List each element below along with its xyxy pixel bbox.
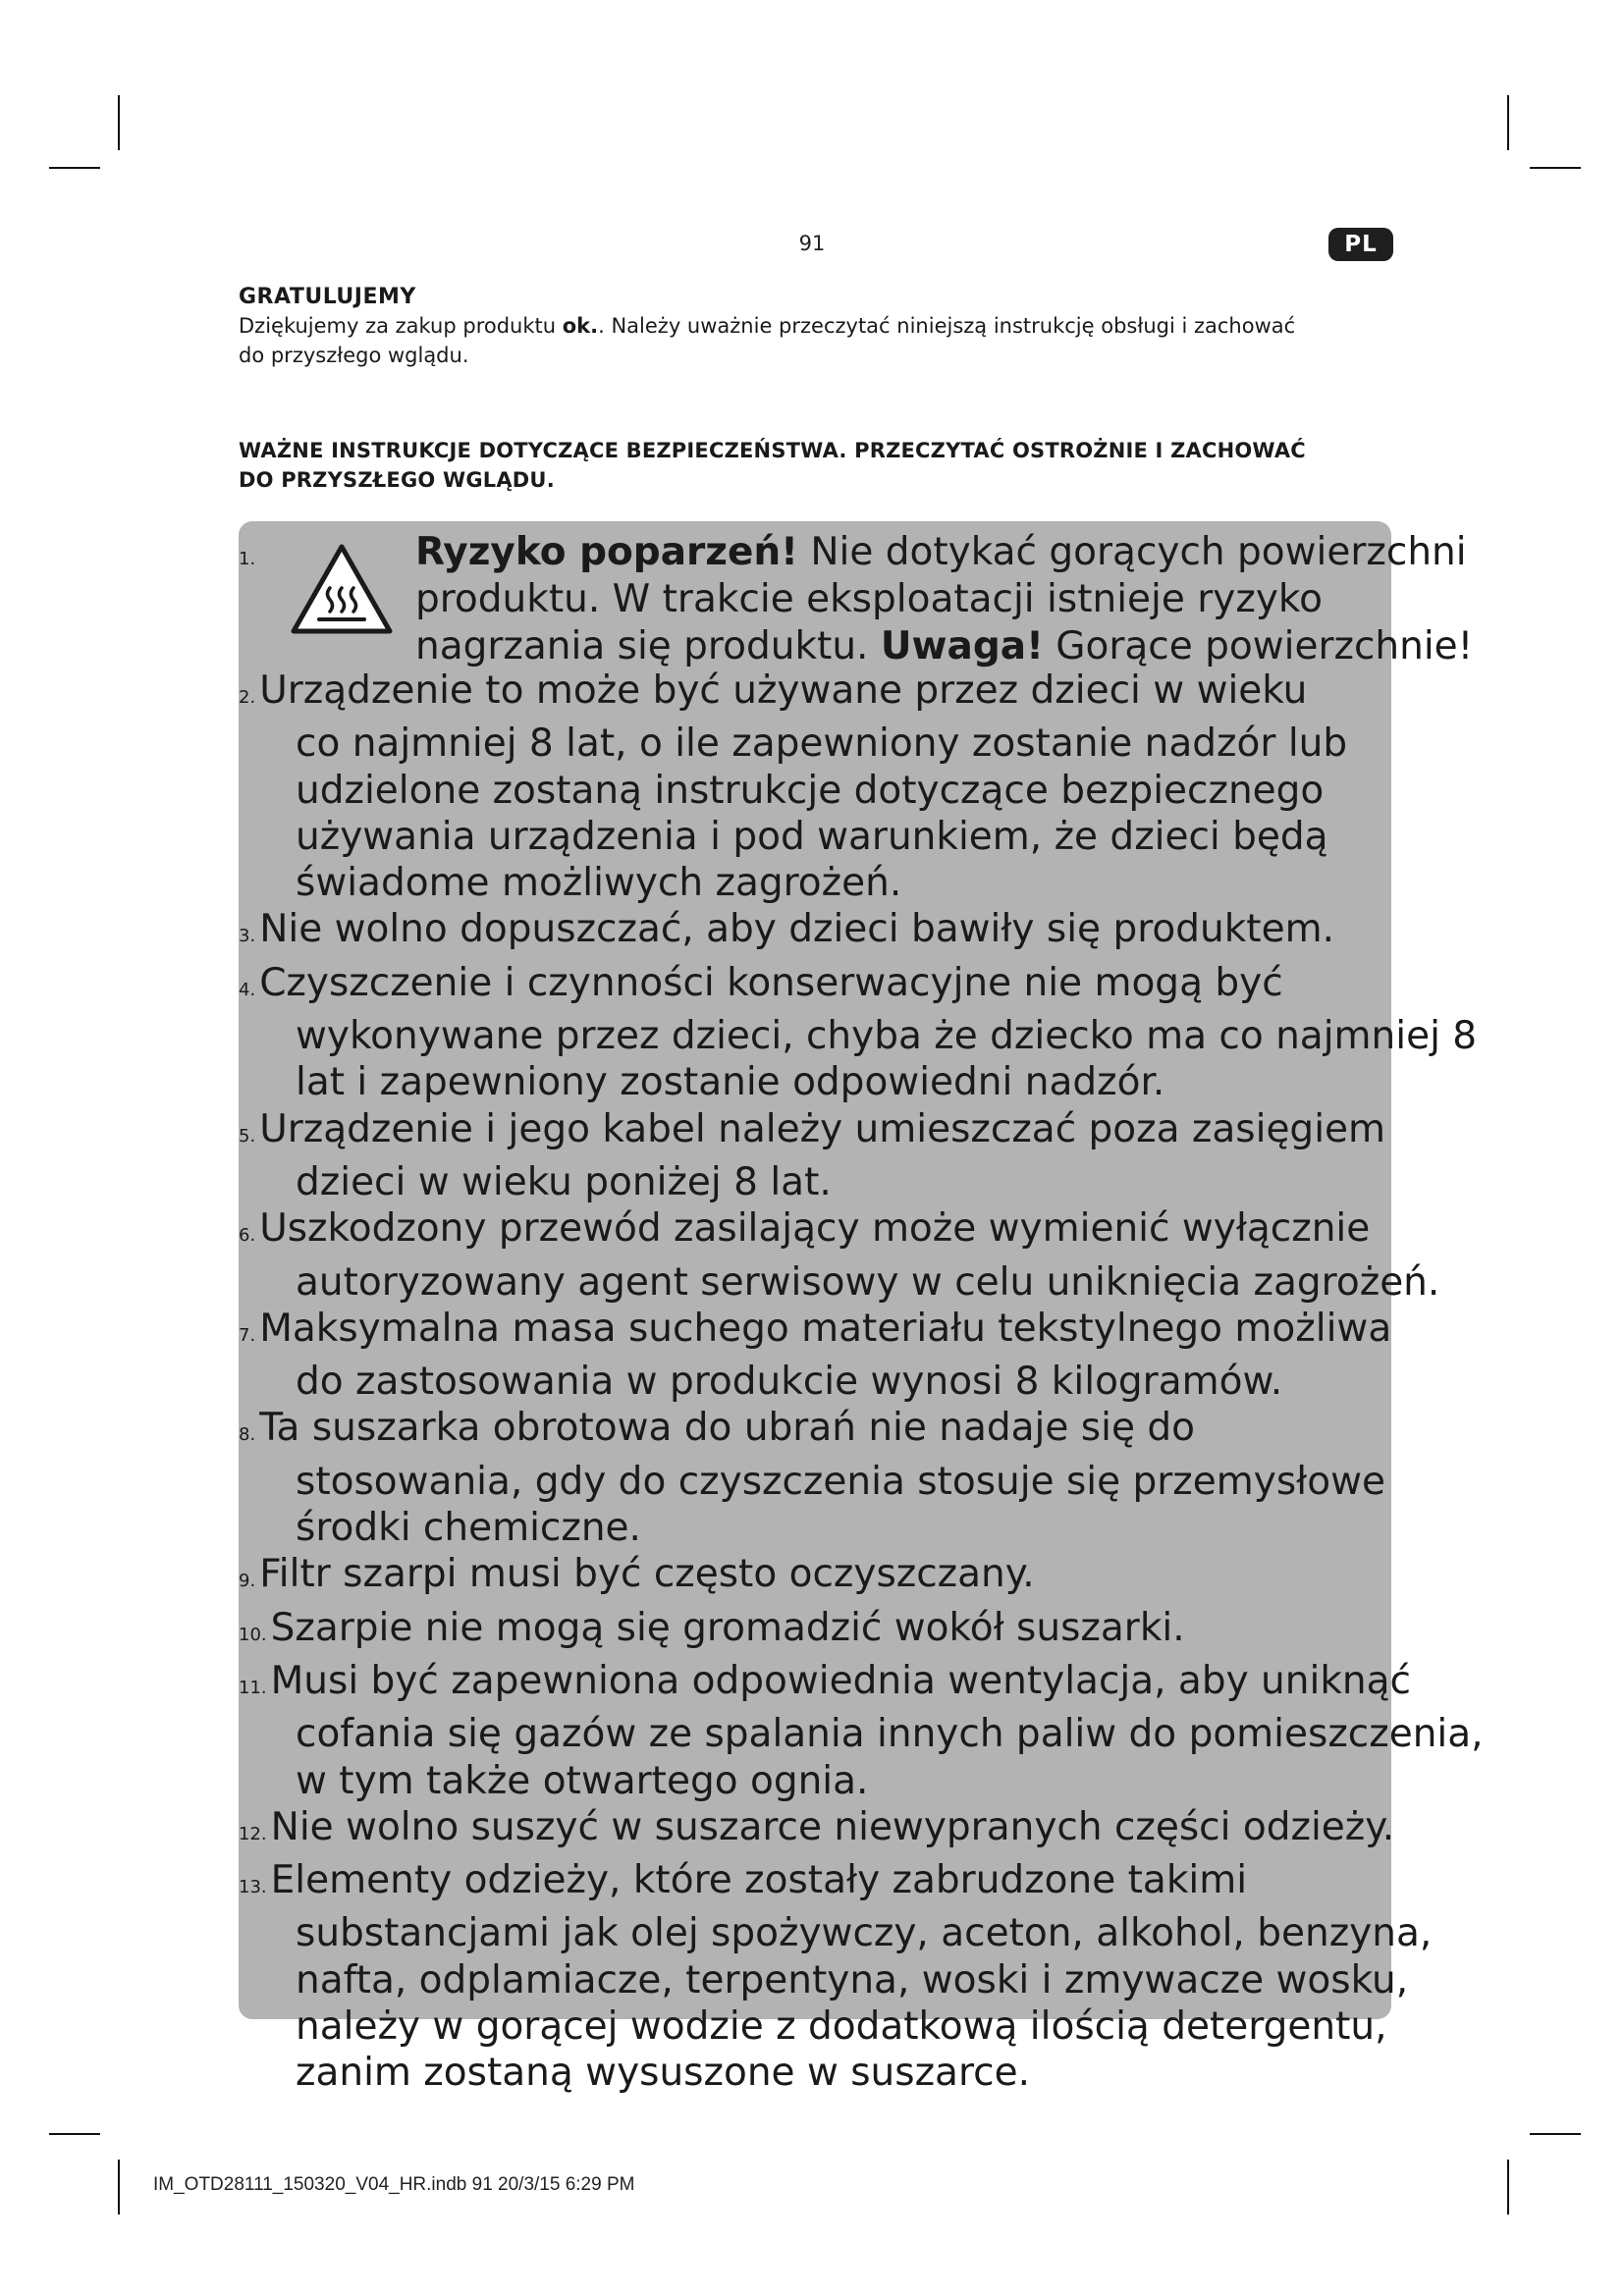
safety-item [239, 906, 1391, 959]
safety-item-line [239, 667, 1391, 721]
safety-item [239, 1804, 1395, 1857]
safety-item-line: substancjami jak olej spożywczy, aceton, alkohol, benzyna, [296, 1911, 1433, 1956]
crop-mark [49, 167, 100, 169]
item-number: 7. [239, 1324, 256, 1346]
safety-item-line [239, 1306, 1391, 1359]
safety-item [239, 1205, 1440, 1306]
safety-panel [239, 521, 1484, 2096]
hot-surface-caution-bold: Uwaga! [880, 624, 1044, 668]
safety-item [239, 1605, 1391, 1658]
intro-title: GRATULUJEMY [239, 285, 416, 309]
page-number: 91 [798, 232, 826, 255]
item-number: 11. [239, 1677, 267, 1698]
crop-mark [118, 95, 120, 150]
crop-mark [1530, 2133, 1581, 2135]
crop-mark [49, 2133, 100, 2135]
safety-item-text: Czyszczenie i czynności konserwacyjne nie mogą być [259, 960, 1283, 1005]
safety-item-text: Urządzenie i jego kabel należy umieszczać poza zasięgiem [259, 1106, 1386, 1151]
safety-item-line: wykonywane przez dzieci, chyba że dziecko ma co najmniej 8 [296, 1014, 1478, 1059]
safety-item-line: dzieci w wieku poniżej 8 lat. [296, 1159, 832, 1204]
safety-list [239, 667, 1484, 2097]
item-number: 10. [239, 1624, 267, 1645]
safety-item-line [239, 960, 1391, 1013]
safety-item-text: Nie wolno suszyć w suszarce niewypranych części odzieży. [270, 1804, 1395, 1849]
hot-surface-text-part: Gorące powierzchnie! [1043, 624, 1474, 668]
safety-item-line [239, 1804, 1395, 1857]
safety-item-line: co najmniej 8 lat, o ile zapewniony zostanie nadzór lub [296, 721, 1348, 767]
crop-mark [1530, 167, 1581, 169]
safety-item [239, 1106, 1391, 1206]
item-number: 8. [239, 1424, 256, 1446]
language-badge: PL [1328, 228, 1393, 261]
item-number: 4. [239, 979, 256, 1000]
hot-surface-text-part: nagrzania się produktu. [415, 624, 881, 668]
hot-surface-text-part: Nie dotykać gorących powierzchni [797, 530, 1467, 574]
safety-item-line: do zastosowania w produkcie wynosi 8 kilogramów. [296, 1360, 1283, 1405]
safety-item-line [239, 906, 1391, 959]
safety-item-line [239, 1658, 1411, 1711]
safety-item-line: świadome możliwych zagrożeń. [296, 861, 902, 906]
safety-item-line: środki chemiczne. [296, 1506, 641, 1551]
print-info-footer: IM_OTD28111_150320_V04_HR.indb 91 20/3/15 6:29 PM [153, 2174, 635, 2195]
hot-surface-line: produktu. W trakcie eksploatacji istnieje ryzyko [415, 577, 1323, 621]
safety-item-line [239, 1106, 1391, 1159]
safety-item-text: Urządzenie to może być używane przez dzieci w wieku [259, 668, 1308, 713]
safety-item-text: Filtr szarpi musi być często oczyszczany. [259, 1552, 1035, 1597]
safety-item-line: należy w gorącej wodzie z dodatkową ilością detergentu, [296, 2004, 1387, 2050]
hot-surface-warning-bold: Ryzyko poparzeń! [415, 530, 798, 574]
safety-item-text: Szarpie nie mogą się gromadzić wokół suszarki. [270, 1605, 1185, 1650]
intro-text-line2: do przyszłego wglądu. [239, 344, 469, 367]
safety-heading-line: WAŻNE INSTRUKCJE DOTYCZĄCE BEZPIECZEŃSTWA. PRZECZYTAĆ OSTROŻNIE I ZACHOWAĆ [239, 439, 1306, 462]
item-number: 5. [239, 1125, 256, 1147]
safety-item-text: Elementy odzieży, które zostały zabrudzone takimi [270, 1858, 1248, 1903]
safety-item [239, 960, 1478, 1106]
safety-item [239, 1405, 1391, 1551]
safety-item-line: zanim zostaną wysuszone w suszarce. [296, 2051, 1030, 2096]
item-number: 3. [239, 926, 256, 947]
safety-item [239, 1551, 1391, 1604]
safety-item-line [239, 1857, 1391, 1910]
safety-item [239, 1658, 1484, 1804]
safety-heading-line: DO PRZYSZŁEGO WGLĄDU. [239, 468, 555, 492]
intro-text-part: Dziękujemy za zakup produktu [239, 314, 563, 338]
intro-section [239, 284, 1368, 370]
safety-item-line: lat i zapewniony zostanie odpowiedni nadzór. [296, 1060, 1165, 1105]
item-number: 2. [239, 687, 256, 708]
item-number: 1. [239, 549, 256, 569]
safety-item-line [239, 1605, 1391, 1658]
intro-text [239, 311, 1368, 341]
item-number: 9. [239, 1571, 256, 1592]
safety-item-line [239, 1551, 1391, 1604]
crop-mark [1507, 95, 1509, 150]
safety-item-line: udzielone zostaną instrukcje dotyczące bezpiecznego [296, 768, 1325, 813]
safety-item-line: autoryzowany agent serwisowy w celu uniknięcia zagrożeń. [296, 1259, 1440, 1305]
item-number: 6. [239, 1225, 256, 1247]
safety-item-text: Ta suszarka obrotowa do ubrań nie nadaje się do [259, 1406, 1195, 1451]
hot-surface-text [415, 529, 1474, 670]
intro-text-part: . Należy uważnie przeczytać niniejszą instrukcję obsługi i zachować [598, 314, 1296, 338]
safety-item-line [239, 1405, 1391, 1458]
safety-item-hot-surface [239, 529, 1474, 674]
item-number: 13. [239, 1877, 267, 1898]
safety-item-line: nafta, odplamiacze, terpentyna, woski i zmywacze wosku, [296, 1957, 1409, 2002]
safety-heading [239, 436, 1378, 495]
safety-item-text: Nie wolno dopuszczać, aby dzieci bawiły się produktem. [259, 907, 1334, 952]
safety-item-text: Maksymalna masa suchego materiału tekstylnego możliwa [259, 1306, 1392, 1351]
safety-item-line [239, 1205, 1391, 1258]
hot-surface-line [415, 623, 1474, 670]
safety-item-text: Musi być zapewniona odpowiednia wentylacja, aby uniknąć [270, 1658, 1411, 1703]
safety-item-line: stosowania, gdy do czyszczenia stosuje się przemysłowe [296, 1459, 1385, 1504]
safety-item [239, 667, 1391, 906]
safety-item [239, 1857, 1433, 2096]
brand-name: ok. [562, 314, 599, 338]
hot-surface-warning-icon [288, 541, 396, 639]
crop-mark [1507, 2160, 1509, 2215]
safety-item-line: cofania się gazów ze spalania innych paliw do pomieszczenia, [296, 1712, 1484, 1757]
crop-mark [118, 2160, 120, 2215]
item-number: 12. [239, 1823, 267, 1844]
safety-item [239, 1306, 1391, 1406]
safety-item-text: Uszkodzony przewód zasilający może wymienić wyłącznie [259, 1206, 1371, 1252]
safety-item-line: używania urządzenia i pod warunkiem, że dzieci będą [296, 814, 1328, 859]
safety-item-line: w tym także otwartego ognia. [296, 1758, 869, 1803]
hot-surface-line [415, 529, 1467, 576]
